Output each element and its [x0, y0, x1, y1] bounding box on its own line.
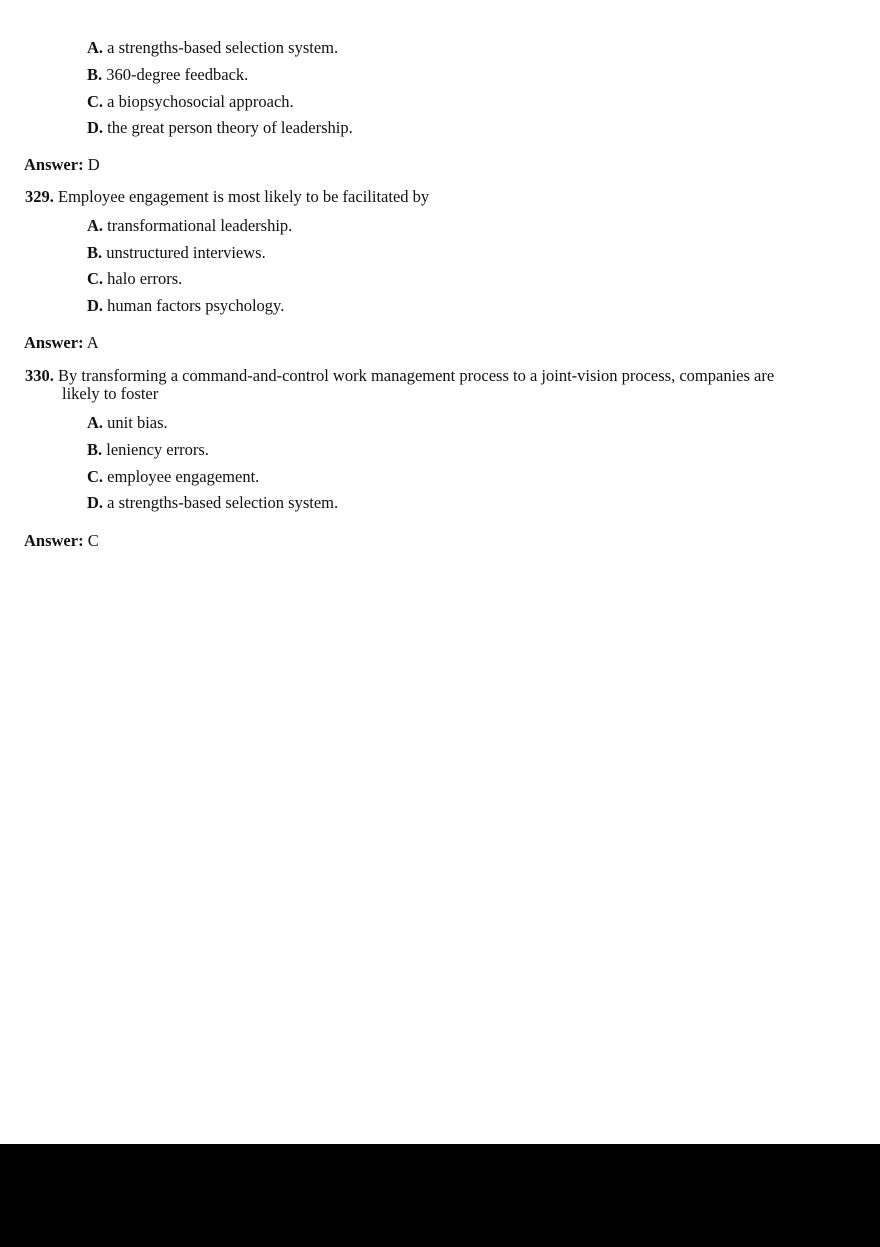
answer-line: [24, 156, 100, 174]
option-text: halo errors.: [107, 269, 183, 288]
answer-line: [24, 334, 99, 352]
option-text: 360-degree feedback.: [106, 65, 249, 84]
option-text: a strengths-based selection system.: [107, 493, 339, 512]
option-c: [87, 468, 259, 486]
option-b: [87, 66, 248, 84]
option-c: [87, 93, 294, 111]
option-text: a strengths-based selection system.: [107, 38, 339, 57]
answer-label: Answer:: [24, 155, 84, 174]
option-b: [87, 244, 266, 262]
answer-value: D: [87, 155, 100, 174]
option-text: leniency errors.: [106, 440, 209, 459]
option-text: the great person theory of leadership.: [107, 118, 353, 137]
option-letter: C.: [87, 92, 104, 111]
option-text: employee engagement.: [107, 467, 260, 486]
option-a: [87, 414, 168, 432]
option-d: [87, 494, 338, 512]
option-letter: D.: [87, 118, 104, 137]
option-letter: A.: [87, 413, 104, 432]
option-letter: B.: [87, 440, 103, 459]
answer-value: C: [87, 531, 99, 550]
option-letter: D.: [87, 493, 104, 512]
question-330: [25, 367, 774, 385]
option-letter: C.: [87, 269, 104, 288]
question-330-continuation: [62, 385, 158, 403]
option-letter: C.: [87, 467, 104, 486]
option-text: unstructured interviews.: [106, 243, 266, 262]
question-text: likely to foster: [62, 384, 159, 403]
option-text: human factors psychology.: [107, 296, 285, 315]
question-number: 329.: [25, 187, 54, 206]
option-a: [87, 217, 292, 235]
question-329: [25, 188, 429, 206]
option-text: transformational leadership.: [107, 216, 293, 235]
option-letter: A.: [87, 38, 104, 57]
bottom-black-band: [0, 1144, 880, 1247]
answer-value: A: [86, 333, 99, 352]
answer-label: Answer:: [24, 333, 84, 352]
question-text: By transforming a command-and-control work management process to a joint-vision process, companies are: [58, 366, 775, 385]
option-c: [87, 270, 182, 288]
option-text: a biopsychosocial approach.: [107, 92, 294, 111]
option-letter: D.: [87, 296, 104, 315]
option-a: [87, 39, 338, 57]
question-text: Employee engagement is most likely to be facilitated by: [58, 187, 430, 206]
option-letter: A.: [87, 216, 104, 235]
option-b: [87, 441, 209, 459]
option-d: [87, 297, 284, 315]
answer-line: [24, 532, 99, 550]
option-letter: B.: [87, 65, 103, 84]
option-d: [87, 119, 353, 137]
option-letter: B.: [87, 243, 103, 262]
answer-label: Answer:: [24, 531, 84, 550]
option-text: unit bias.: [107, 413, 168, 432]
question-number: 330.: [25, 366, 54, 385]
